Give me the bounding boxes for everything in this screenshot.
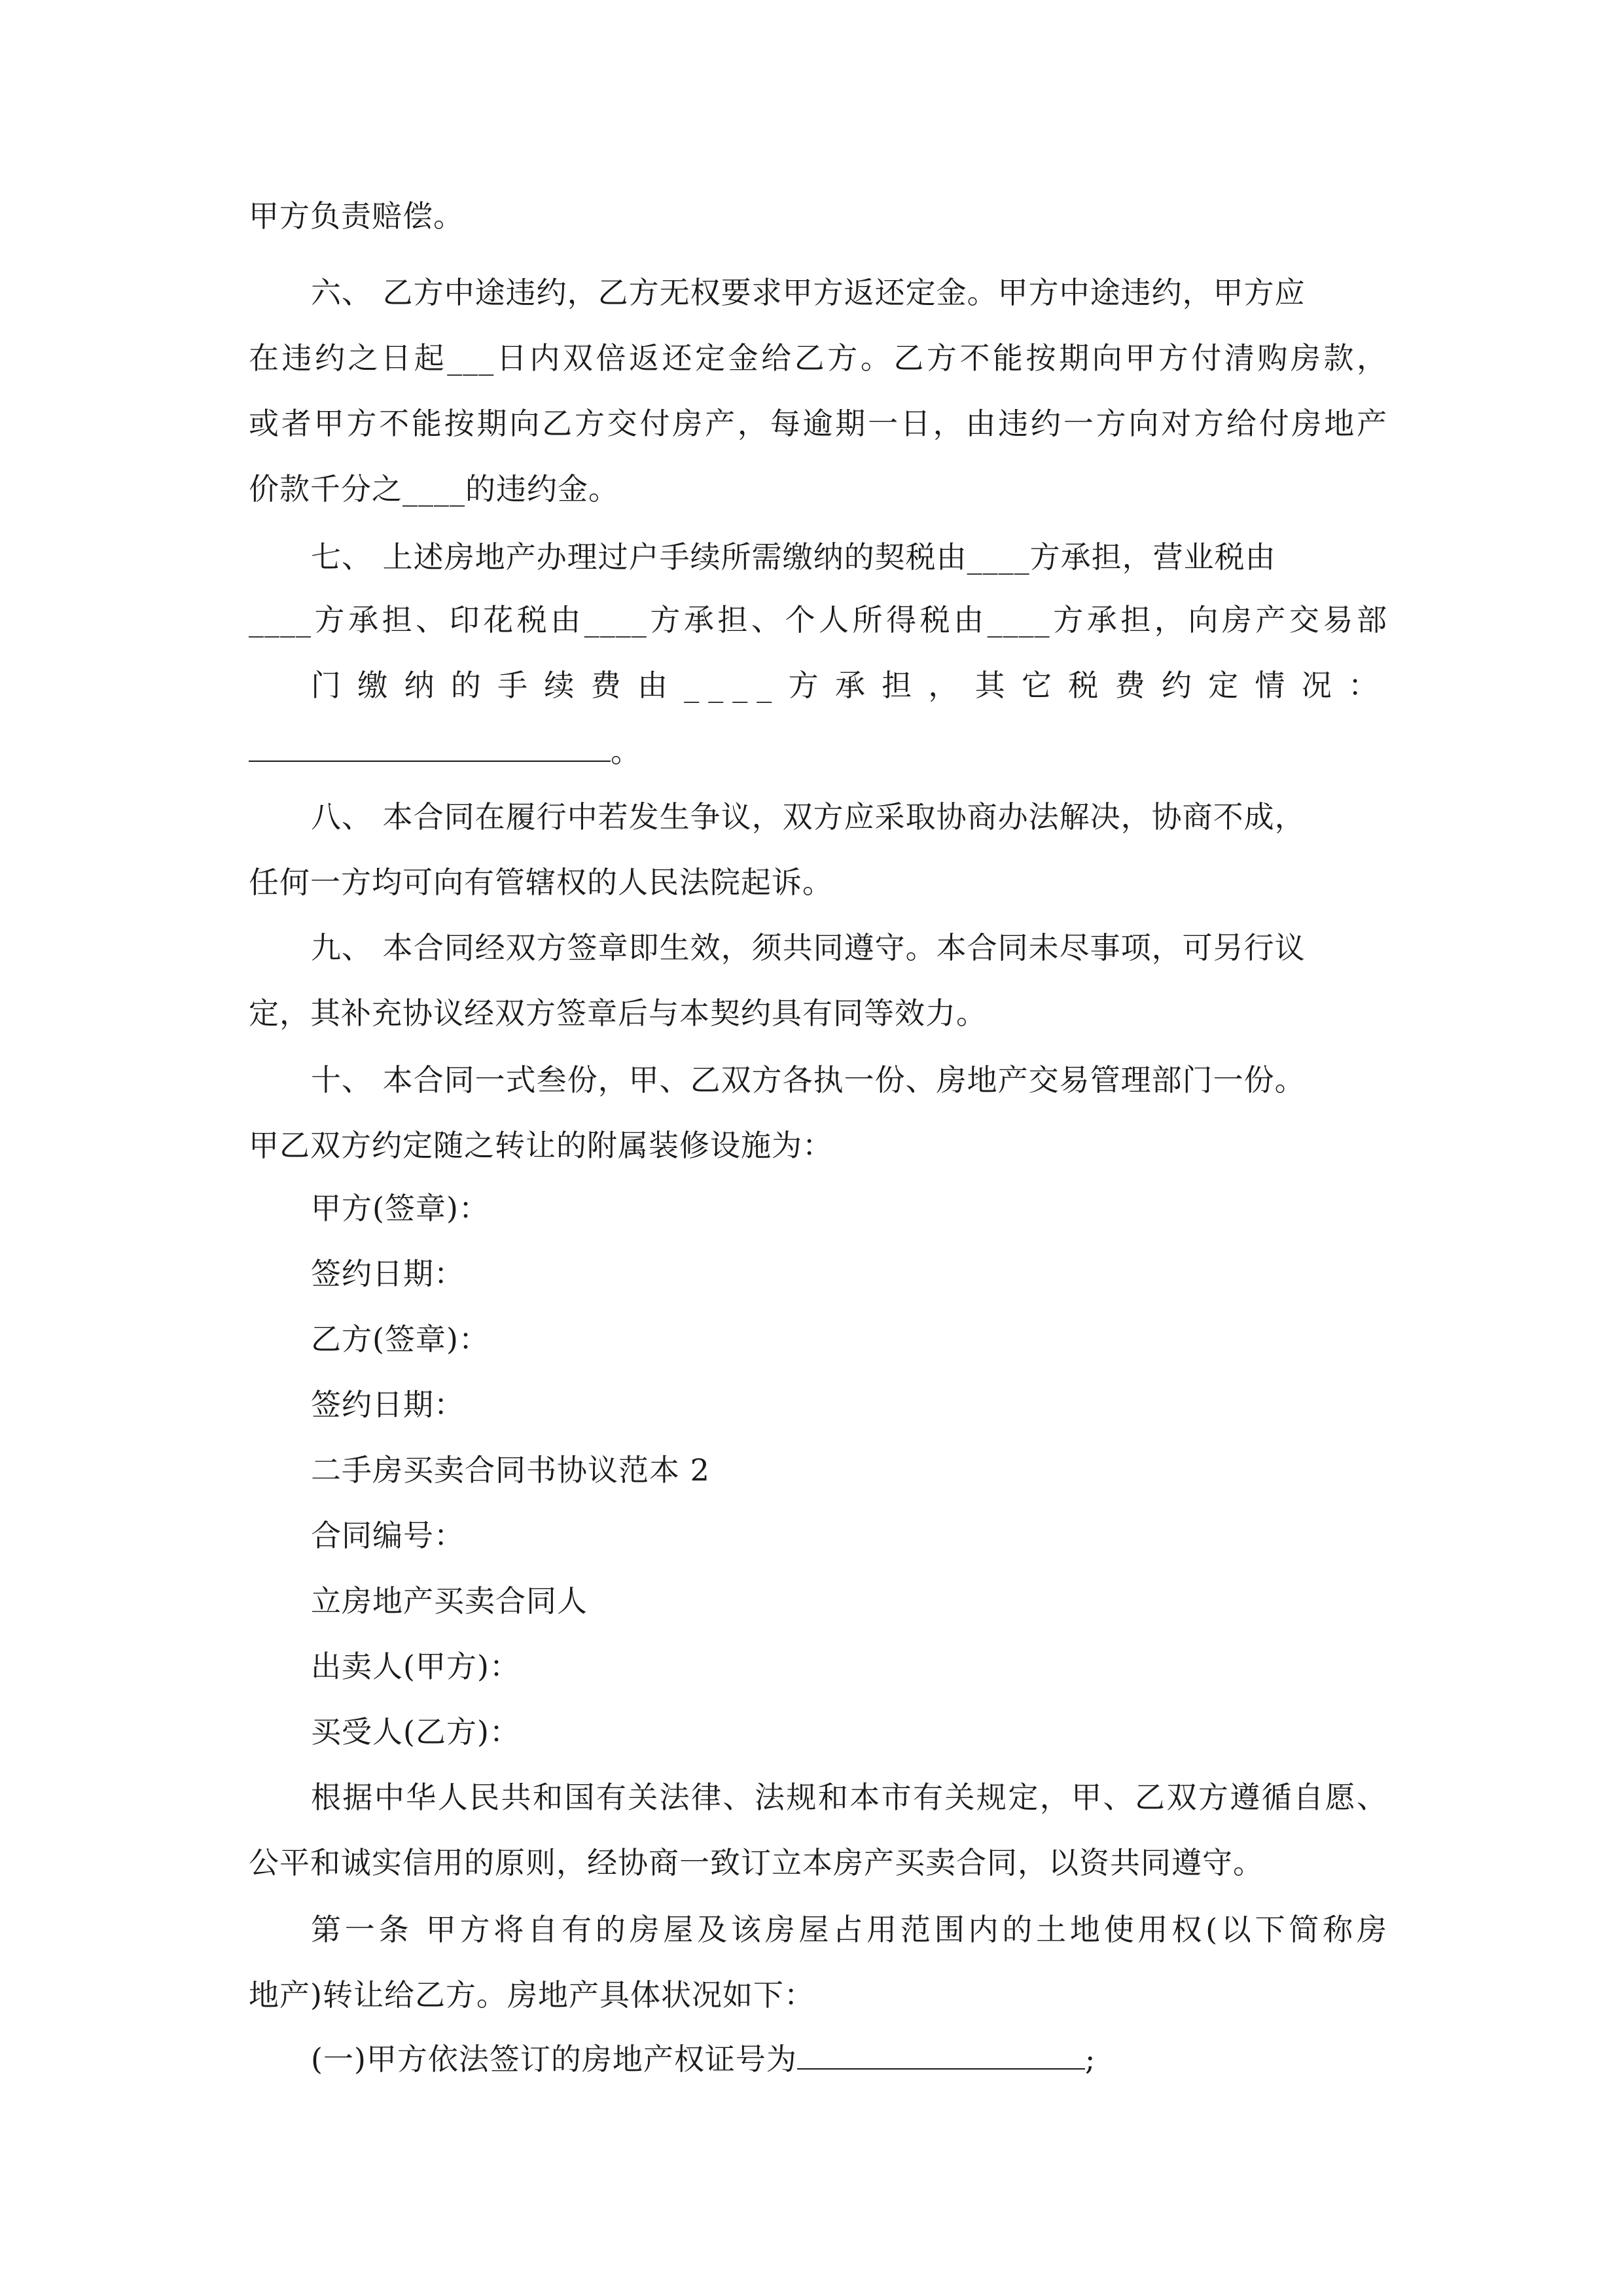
paragraph-line: 或者甲方不能按期向乙方交付房产，每逾期一日，由违约一方向对方给付房地产 <box>249 406 1387 441</box>
paragraph-line: 在违约之日起___日内双倍返还定金给乙方。乙方不能按期向甲方付清购房款， <box>249 340 1387 376</box>
paragraph-line: 甲方负责赔偿。 <box>249 198 464 234</box>
party-a-signature: 甲方(签章)： <box>311 1191 490 1226</box>
section-title: 二手房买卖合同书协议范本 2 <box>311 1452 710 1488</box>
property-certificate-line <box>311 2039 1096 2079</box>
semicolon-mark: ; <box>1084 2041 1096 2077</box>
buyer-label: 买受人(乙方)： <box>311 1714 520 1749</box>
party-b-signature: 乙方(签章)： <box>311 1321 490 1357</box>
fill-in-blank <box>249 734 611 762</box>
clause-six-line: 六、 乙方中途违约，乙方无权要求甲方返还定金。甲方中途违约，甲方应 <box>311 275 1306 310</box>
paragraph-line: 甲乙双方约定随之转让的附属装修设施为： <box>249 1128 833 1163</box>
clause-seven-line: 七、 上述房地产办理过户手续所需缴纳的契税由____方承担，营业税由 <box>311 539 1276 575</box>
certificate-label: (一)甲方依法签订的房地产权证号为 <box>311 2041 797 2077</box>
clause-eight-line: 八、 本合同在履行中若发生争议，双方应采取协商办法解决，协商不成， <box>311 799 1306 834</box>
contract-parties-heading: 立房地产买卖合同人 <box>311 1583 588 1619</box>
paragraph-line: ____方承担、印花税由____方承担、个人所得税由____方承担，向房产交易部 <box>249 602 1387 637</box>
paragraph-line: 根据中华人民共和国有关法律、法规和本市有关规定，甲、乙双方遵循自愿、 <box>311 1780 1387 1815</box>
paragraph-line: 公平和诚实信用的原则，经协商一致订立本房产买卖合同，以资共同遵守。 <box>249 1845 1264 1880</box>
clause-ten-line: 十、 本合同一式叁份，甲、乙双方各执一份、房地产交易管理部门一份。 <box>311 1062 1306 1098</box>
fill-in-blank <box>797 2042 1085 2070</box>
clause-nine-line: 九、 本合同经双方签章即生效，须共同遵守。本合同未尽事项，可另行议 <box>311 930 1306 965</box>
paragraph-line: 定，其补充协议经双方签章后与本契约具有同等效力。 <box>249 996 987 1031</box>
article-one-line: 第一条 甲方将自有的房屋及该房屋占用范围内的土地使用权(以下简称房 <box>311 1912 1387 1947</box>
period-mark: 。 <box>611 734 641 769</box>
signing-date: 签约日期： <box>311 1387 465 1422</box>
seller-label: 出卖人(甲方)： <box>311 1649 520 1684</box>
contract-number: 合同编号： <box>311 1518 465 1553</box>
signing-date: 签约日期： <box>311 1256 465 1291</box>
paragraph-line: 地产)转让给乙方。房地产具体状况如下： <box>249 1977 815 2013</box>
paragraph-line: 价款千分之____的违约金。 <box>249 471 619 507</box>
paragraph-line: 门缴纳的手续费由____方承担，其它税费约定情况： <box>311 668 1387 703</box>
blank-line <box>249 732 641 771</box>
paragraph-line: 任何一方均可向有管辖权的人民法院起诉。 <box>249 865 833 900</box>
